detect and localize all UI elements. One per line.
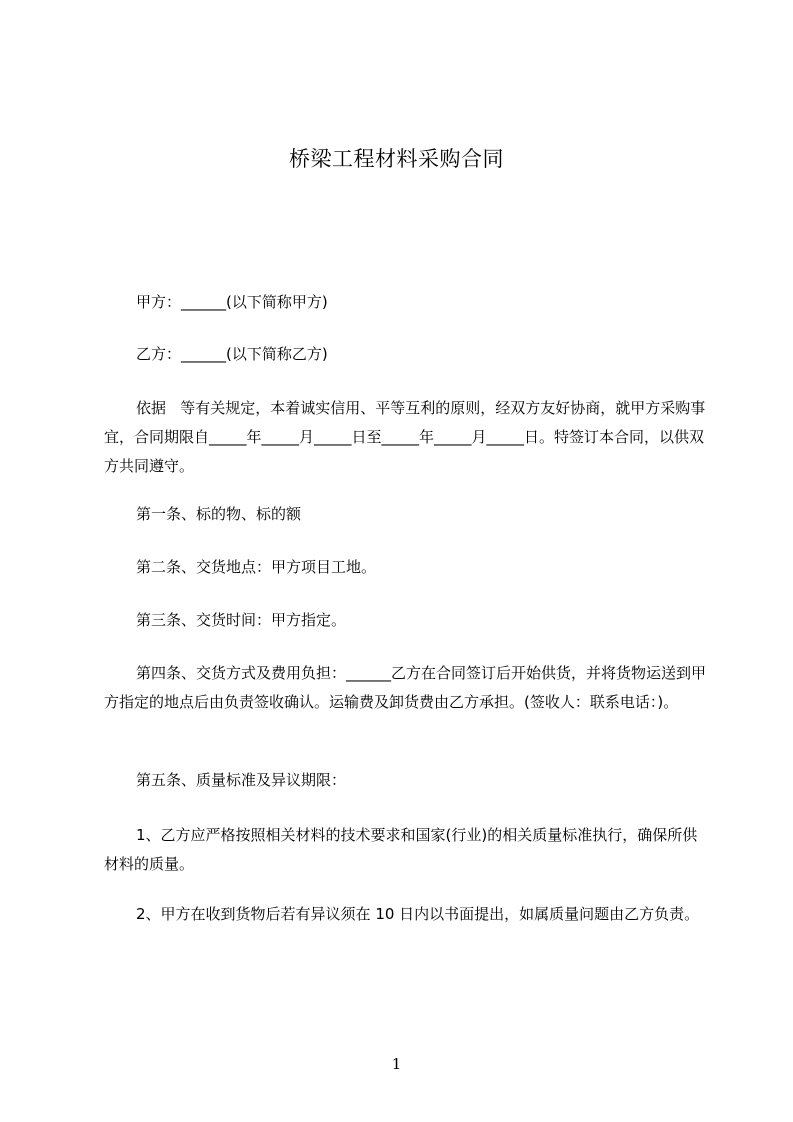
contract-title: 桥梁工程材料采购合同 [289, 147, 504, 171]
article-4: 第四条、交货方式及费用负担：______乙方在合同签订后开始供货，并将货物运送到甲方指定的地点后由负责签收确认。运输费及卸货费由乙方承担。(签收人：联系电话：)。 [104, 664, 707, 711]
article-1: 第一条、标的物、标的额 [136, 505, 302, 523]
article-2: 第二条、交货地点：甲方项目工地。 [136, 558, 377, 576]
article-5: 第五条、质量标准及异议期限： [136, 771, 347, 789]
party-a-line: 甲方：______(以下简称甲方) [136, 293, 328, 311]
article-3: 第三条、交货时间：甲方指定。 [136, 611, 347, 629]
clause-5-2: 2、甲方在收到货物后若有异议须在 10 日内以书面提出，如属质量问题由乙方负责。 [136, 905, 700, 923]
party-b-line: 乙方：______(以下简称乙方) [136, 345, 328, 363]
preamble-paragraph: 依据 等有关规定，本着诚实信用、平等互利的原则，经双方友好协商，就甲方采购事宜，合同期限自_____年_____月_____日至_____年_____月_____日。特签订本合同，以供双方共同遵守。 [104, 399, 706, 475]
clause-5-1: 1、乙方应严格按照相关材料的技术要求和国家(行业)的相关质量标准执行，确保所供材料的质量。 [104, 826, 698, 873]
page-number: 1 [391, 1055, 402, 1073]
